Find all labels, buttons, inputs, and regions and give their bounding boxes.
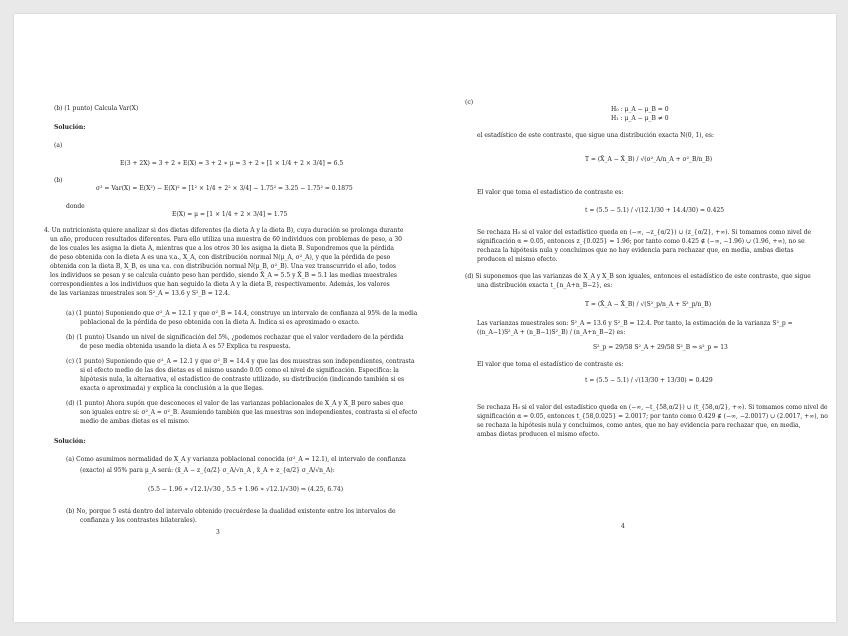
document-spread bbox=[14, 14, 836, 622]
value-text-2: El valor que toma el estadístico de contraste es: bbox=[477, 361, 624, 368]
part-d-line: una distribución exacta t_{n_A+n_B−2}, es: bbox=[477, 282, 613, 289]
variance-line: ((n_A−1)S²_A + (n_B−1)S²_B) / (n_A+n_B−2) es: bbox=[477, 329, 626, 336]
part-b-label: (b) bbox=[54, 177, 63, 184]
page-4 bbox=[425, 14, 836, 622]
alt-hypothesis: H₁ : μ_A − μ_B ≠ 0 bbox=[611, 115, 669, 122]
pooled-variance-equation: S²_p = 29/58 S²_A + 29/58 S²_B ⇒ s²_p = 13 bbox=[593, 344, 728, 351]
part-c-conclusion-line: producen el mismo efecto. bbox=[477, 256, 558, 263]
donde-text: donde bbox=[66, 203, 85, 210]
part-c-label: (c) bbox=[465, 99, 474, 106]
q4d-line: (d) (1 punto) Ahora supón que desconoces el valor de las varianzas poblacionales de X_A y X_B pero sabes que bbox=[66, 400, 404, 407]
q4d-line: son iguales entre sí: σ²_A = σ²_B. Asumiendo también que las muestras son independientes, contrasta si el efecto bbox=[80, 409, 418, 416]
q4-line: un año, producen resultados diferentes. Para ello utiliza una muestra de 60 individuos con problemas de peso, a 30 bbox=[50, 236, 402, 243]
part-d-conclusion-line: Se rechaza H₀ si el valor del estadístico queda en (−∞, −t_{58,α/2}) ∪ (t_{58,α/2}, +∞). Si tomamos como nivel de bbox=[477, 404, 828, 411]
test-statistic-value: t = (5.5 − 5.1) / √(12.1/30 + 14.4/30) = 0.425 bbox=[585, 207, 725, 214]
part-d-conclusion-line: significación α = 0.05, entonces t_{58,0.025} = 2.0017; por tanto como 0.429 ∉ (−∞, −2.0017) ∪ (2.0017, +∞), no bbox=[477, 413, 828, 420]
test-statistic-formula: T = (X̄_A − X̄_B) / √(σ²_A/n_A + σ²_B/n_B) bbox=[585, 156, 713, 163]
q4-line: de los cuales les asigna la dieta A, mientras que a los otros 30 les asigna la dieta B. Supondremos que la pérdida bbox=[50, 245, 395, 252]
part-a-label: (a) bbox=[54, 142, 63, 149]
part-c-conclusion-line: rechaza la hipótesis nula y concluimos que no hay evidencia para rechazar que, en media, ambas dietas bbox=[477, 247, 794, 254]
q4b-line: de peso media obtenida usando la dieta A es 5? Explica tu respuesta. bbox=[80, 343, 291, 350]
solution-label: Solución: bbox=[54, 124, 86, 131]
part-d-conclusion-line: se rechaza la hipótesis nula y concluimos, como antes, que no hay evidencia para rechazar que, en media, bbox=[477, 422, 801, 429]
q4-line: 4. Un nutricionista quiere analizar si dos dietas diferentes (la dieta A y la dieta B), cuya duración se prolonga durante bbox=[44, 227, 404, 234]
part-c-text: el estadístico de este contraste, que sigue una distribución exacta N(0, 1), es: bbox=[477, 132, 714, 139]
value-text: El valor que toma el estadístico de contraste es: bbox=[477, 189, 624, 196]
q4-line: correspondientes a los individuos que han seguido la dieta A y la dieta B, respectivamente. Además, los valores bbox=[50, 281, 390, 288]
q4a-line: poblacional de la pérdida de peso obtenida con la dieta A. Indica si es aproximado o exacto. bbox=[80, 319, 360, 326]
page-3 bbox=[14, 14, 425, 622]
q4c-line: (c) (1 punto) Suponiendo que σ²_A = 12.1 y que σ²_B = 14.4 y que las dos muestras son independientes, contrasta bbox=[66, 358, 415, 365]
sol-a-line: (a) Como asumimos normalidad de X_A y varianza poblacional conocida (σ²_A = 12.1), el intervalo de confianza bbox=[66, 456, 406, 463]
sol-b-line: (b) No, porque 5 está dentro del intervalo obtenido (recuérdese la dualidad existente entre los intervalos de bbox=[66, 508, 396, 515]
part-d-line: (d) Si suponemos que las varianzas de X_A y X_B son iguales, entonces el estadístico de este contraste, que sigue bbox=[465, 273, 811, 280]
part-c-conclusion-line: Se rechaza H₀ si el valor del estadístico queda en (−∞, −z_{α/2}) ∪ (z_{α/2}, +∞). Si tomamos como nivel de bbox=[477, 229, 812, 236]
sol-b-line: confianza y los contrastes bilaterales). bbox=[80, 517, 197, 524]
q4a-line: (a) (1 punto) Suponiendo que σ²_A = 12.1 y que σ²_B = 14.4, construye un intervalo de confianza al 95% de la media bbox=[66, 310, 418, 317]
page-number: 4 bbox=[621, 523, 625, 530]
pooled-test-statistic-formula: T = (X̄_A − X̄_B) / √(S²_p/n_A + S²_p/n_B) bbox=[585, 301, 712, 308]
null-hypothesis: H₀ : μ_A − μ_B = 0 bbox=[611, 106, 669, 113]
pooled-test-statistic-value: t = (5.5 − 5.1) / √(13/30 + 13/30) = 0.429 bbox=[585, 377, 713, 384]
part-d-conclusion-line: ambas dietas producen el mismo efecto. bbox=[477, 431, 600, 438]
sol-a-line: (exacto) al 95% para μ_A será: (x̄_A − z_{α/2} σ_A/√n_A , x̄_A + z_{α/2} σ_A/√n_A): bbox=[80, 467, 335, 474]
q4-line: de peso obtenida con la dieta A es una v.a., X_A, con distribución normal N(μ_A, σ²_A), y que la pérdida de peso bbox=[50, 254, 391, 261]
variance-line: Las varianzas muestrales son: S²_A = 13.6 y S²_B = 12.4. Por tanto, la estimación de la varianza S²_p = bbox=[477, 320, 793, 327]
q4-line: los individuos se pesan y se calcula cuánto peso han perdido, siendo X̄_A = 5.5 y X̄_B = 5.1 las medias muestrales bbox=[50, 272, 398, 279]
q4c-line: exacta o aproximada) y explica la conclusión a la que llegas. bbox=[80, 385, 264, 392]
q4-line: obtenida con la dieta B, X_B, es una v.a. con distribución normal N(μ_B, σ²_B). Una vez transcurrido el año, todos bbox=[50, 263, 396, 270]
q4c-line: si el efecto medio de las dos dietas es el mismo usando 0.05 como el nivel de significación. Especifica: la bbox=[80, 367, 399, 374]
solution-label-2: Solución: bbox=[54, 438, 86, 445]
part-c-conclusion-line: significación α = 0.05, entonces z_{0.025} = 1.96; por tanto como 0.425 ∉ (−∞, −1.96) ∪ (1.96, +∞), no se bbox=[477, 238, 805, 245]
question-b-title: (b) (1 punto) Calcula Var(X) bbox=[54, 105, 139, 112]
sol-a-interval: (5.5 − 1.96 ∗ √12.1/√30 , 5.5 + 1.96 ∗ √12.1/√30) ⇒ (4.25, 6.74) bbox=[148, 486, 344, 493]
donde-equation: E(X) = μ = [1 × 1/4 + 2 × 3/4] = 1.75 bbox=[172, 211, 288, 218]
page-number: 3 bbox=[216, 529, 220, 536]
q4c-line: hipótesis nula, la alternativa, el estadístico de contraste utilizado, su distribución (indicando también si es bbox=[80, 376, 405, 383]
q4b-line: (b) (1 punto) Usando un nivel de significación del 5%, ¿podemos rechazar que el valor verdadero de la pérdida bbox=[66, 334, 404, 341]
part-a-equation: E(3 + 2X) = 3 + 2 ∗ E(X) = 3 + 2 ∗ μ = 3 + 2 ∗ [1 × 1/4 + 2 × 3/4] = 6.5 bbox=[120, 160, 344, 167]
q4d-line: medio de ambas dietas es el mismo. bbox=[80, 418, 190, 425]
q4-line: de las varianzas muestrales son S²_A = 13.6 y S²_B = 12.4. bbox=[50, 290, 230, 297]
part-b-equation: σ² = Var(X) = E(X²) − E(X)² = [1² × 1/4 + 2² × 3/4] − 1.75² = 3.25 − 1.75² = 0.1875 bbox=[96, 185, 353, 192]
